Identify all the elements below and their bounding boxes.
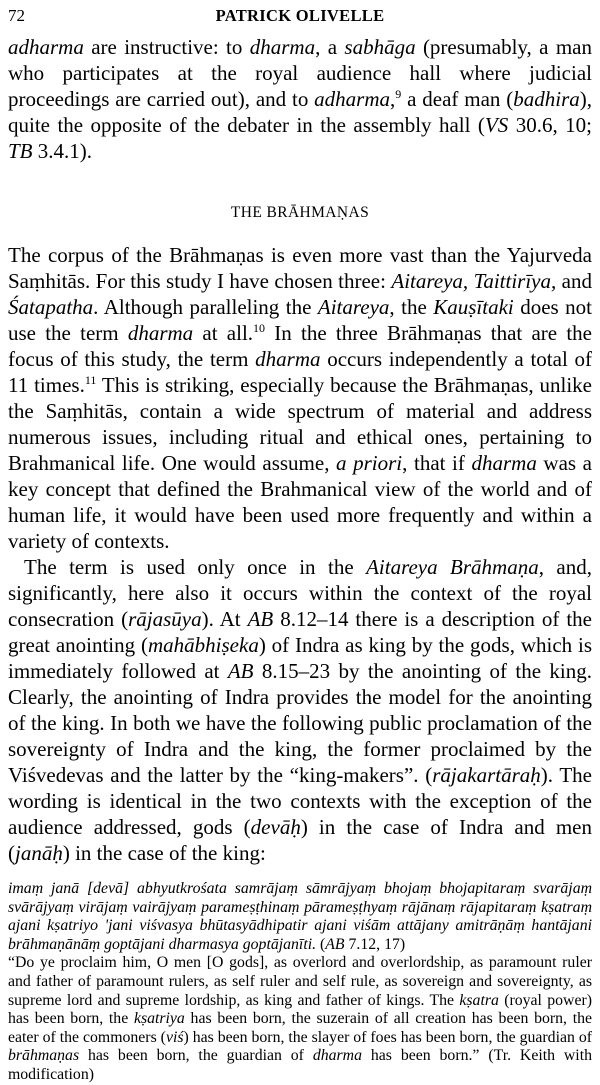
italic-run: AB [247, 607, 274, 631]
footnote-marker: 10 [253, 321, 266, 335]
running-head [8, 6, 592, 30]
italic-run: kṣatra [459, 991, 499, 1009]
footnote-marker: 11 [84, 373, 97, 387]
italic-run: Śatapatha [8, 295, 94, 319]
section-heading: THE BRĀHMAṆAS [230, 204, 370, 221]
italic-run: dharma [471, 451, 537, 475]
italic-run: imaṃ janā [devā] abhyutkrośata samrājaṃ sāmrājyaṃ bhojaṃ bhojapitaraṃ svarājaṃ svārājyaṃ virājaṃ vairājyaṃ parameṣṭhinaṃ pārameṣṭhyaṃ rājānaṃ rājapitaraṃ kṣatraṃ ajani kṣatriyo 'jani viśvasya bhūtasyādhipatir ajani viśām attājany amitrāṇāṃ hantājani brāhmaṇānāṃ goptājani dharmasya goptājanīti. [8, 880, 592, 953]
italic-run: dharma [312, 1047, 362, 1065]
running-head-title: PATRICK OLIVELLE [215, 6, 385, 25]
footnote-marker: 9 [395, 87, 402, 101]
italic-run: rājasūya [128, 607, 202, 631]
italic-run: adharma [314, 87, 391, 111]
italic-run: TB [8, 139, 33, 163]
paragraph-intro: adharma are instructive: to dharma, a sabhāga (presumably, a man who participates at the royal audience hall where judicial proceedings are carried out), and to adharma,$^9$ a deaf man (badhira), quite the opposite of the debater in the assembly hall (VS 30.6, 10; TB 3.4.1). [8, 35, 592, 163]
page-number: 72 [8, 6, 25, 25]
italic-run: viś [165, 1028, 184, 1046]
italic-run: brāhmaṇas [8, 1047, 80, 1065]
paragraph-aitareya: The term is used only once in the Aitareya Brāhmaṇa, and, significantly, here also it occurs within the context of the royal consecration (rājasūya). At AB 8.12–14 there is a description of the great anointing (mahābhiṣeka) of Indra as king by the gods, which is immediately followed at AB 8.15–23 by the anointing of the king. Clearly, the anointing of Indra provides the model for the anointing of the king. In both we have the following public proclamation of the sovereignty of Indra and the king, the former proclaimed by the Viśvedevas and the latter by the “king-makers”. (rājakartāraḥ). The wording is identical in the two contexts with the exception of the audience addressed, gods (devāḥ) in the case of Indra and men (janāḥ) in the case of the king: [8, 555, 593, 865]
italic-run: AB [325, 935, 345, 953]
italic-run: sabhāga [344, 35, 416, 59]
italic-run: badhira [513, 87, 580, 111]
italic-run: dharma [249, 35, 316, 59]
italic-run: Aitareya, Taittirīya, [391, 269, 557, 293]
translation-quotation: “Do ye proclaim him, O men [O gods], as overlord and overlordship, as paramount ruler and father of paramount rulers, as self ruler and self rule, as sovereign and sovereignty, as supreme lord and supreme lordship, as king and father of kings. The kṣatra (royal power) has been born, the kṣatriya has been born, the suzerain of all creation has been born, the eater of the commoners (viś) has been born, the slayer of foes has been born, the guardian of brāhmaṇas has been born, the guardian of dharma has been born.” (Tr. Keith with modification) [8, 954, 592, 1083]
italic-run: kṣatriya [133, 1010, 185, 1028]
italic-run: rājakartāraḥ [432, 763, 541, 787]
italic-run: a priori [336, 451, 403, 475]
italic-run: AB [227, 659, 254, 683]
italic-run: Aitareya Brāhmaṇa [366, 555, 539, 579]
sanskrit-quotation: imaṃ janā [devā] abhyutkrośata samrājaṃ sāmrājyaṃ bhojaṃ bhojapitaraṃ svarājaṃ svārājyaṃ virājaṃ vairājyaṃ parameṣṭhinaṃ pārameṣṭhyaṃ rājānaṃ rājapitaraṃ kṣatraṃ ajani kṣatriyo 'jani viśvasya bhūtasyādhipatir ajani viśām attājany amitrāṇāṃ hantājani brāhmaṇānāṃ goptājani dharmasya goptājanīti. (AB 7.12, 17) [8, 880, 592, 953]
italic-run: adharma [8, 35, 84, 59]
italic-run: dharma [255, 347, 321, 371]
italic-run: VS [484, 113, 509, 137]
italic-run: devāḥ [250, 815, 301, 839]
italic-run: janāḥ [15, 841, 63, 865]
italic-run: dharma [127, 321, 194, 345]
italic-run: mahābhiṣeka [148, 633, 259, 657]
italic-run: Aitareya [317, 295, 390, 319]
italic-run: Kauṣītaki [433, 295, 514, 319]
paragraph-corpus: The corpus of the Brāhmaṇas is even more vast than the Yajurveda Saṃhitās. For this study I have chosen three: Aitareya, Taittirīya, and Śatapatha. Although paralleling the Aitareya, the Kauṣītaki does not use the term dharma at all.$^{10}$ In the three Brāhmaṇas that are the focus of this study, the term dharma occurs independently a total of 11 times.$^{11}$ This is striking, especially because the Brāhmaṇas, unlike the Saṃhitās, contain a wide spectrum of material and address numerous issues, including ritual and ethical ones, pertaining to Brahmanical life. One would assume, a priori, that if dharma was a key concept that defined the Brahmanical view of the world and of human life, it would have been used more frequently and within a variety of contexts. [8, 243, 593, 553]
